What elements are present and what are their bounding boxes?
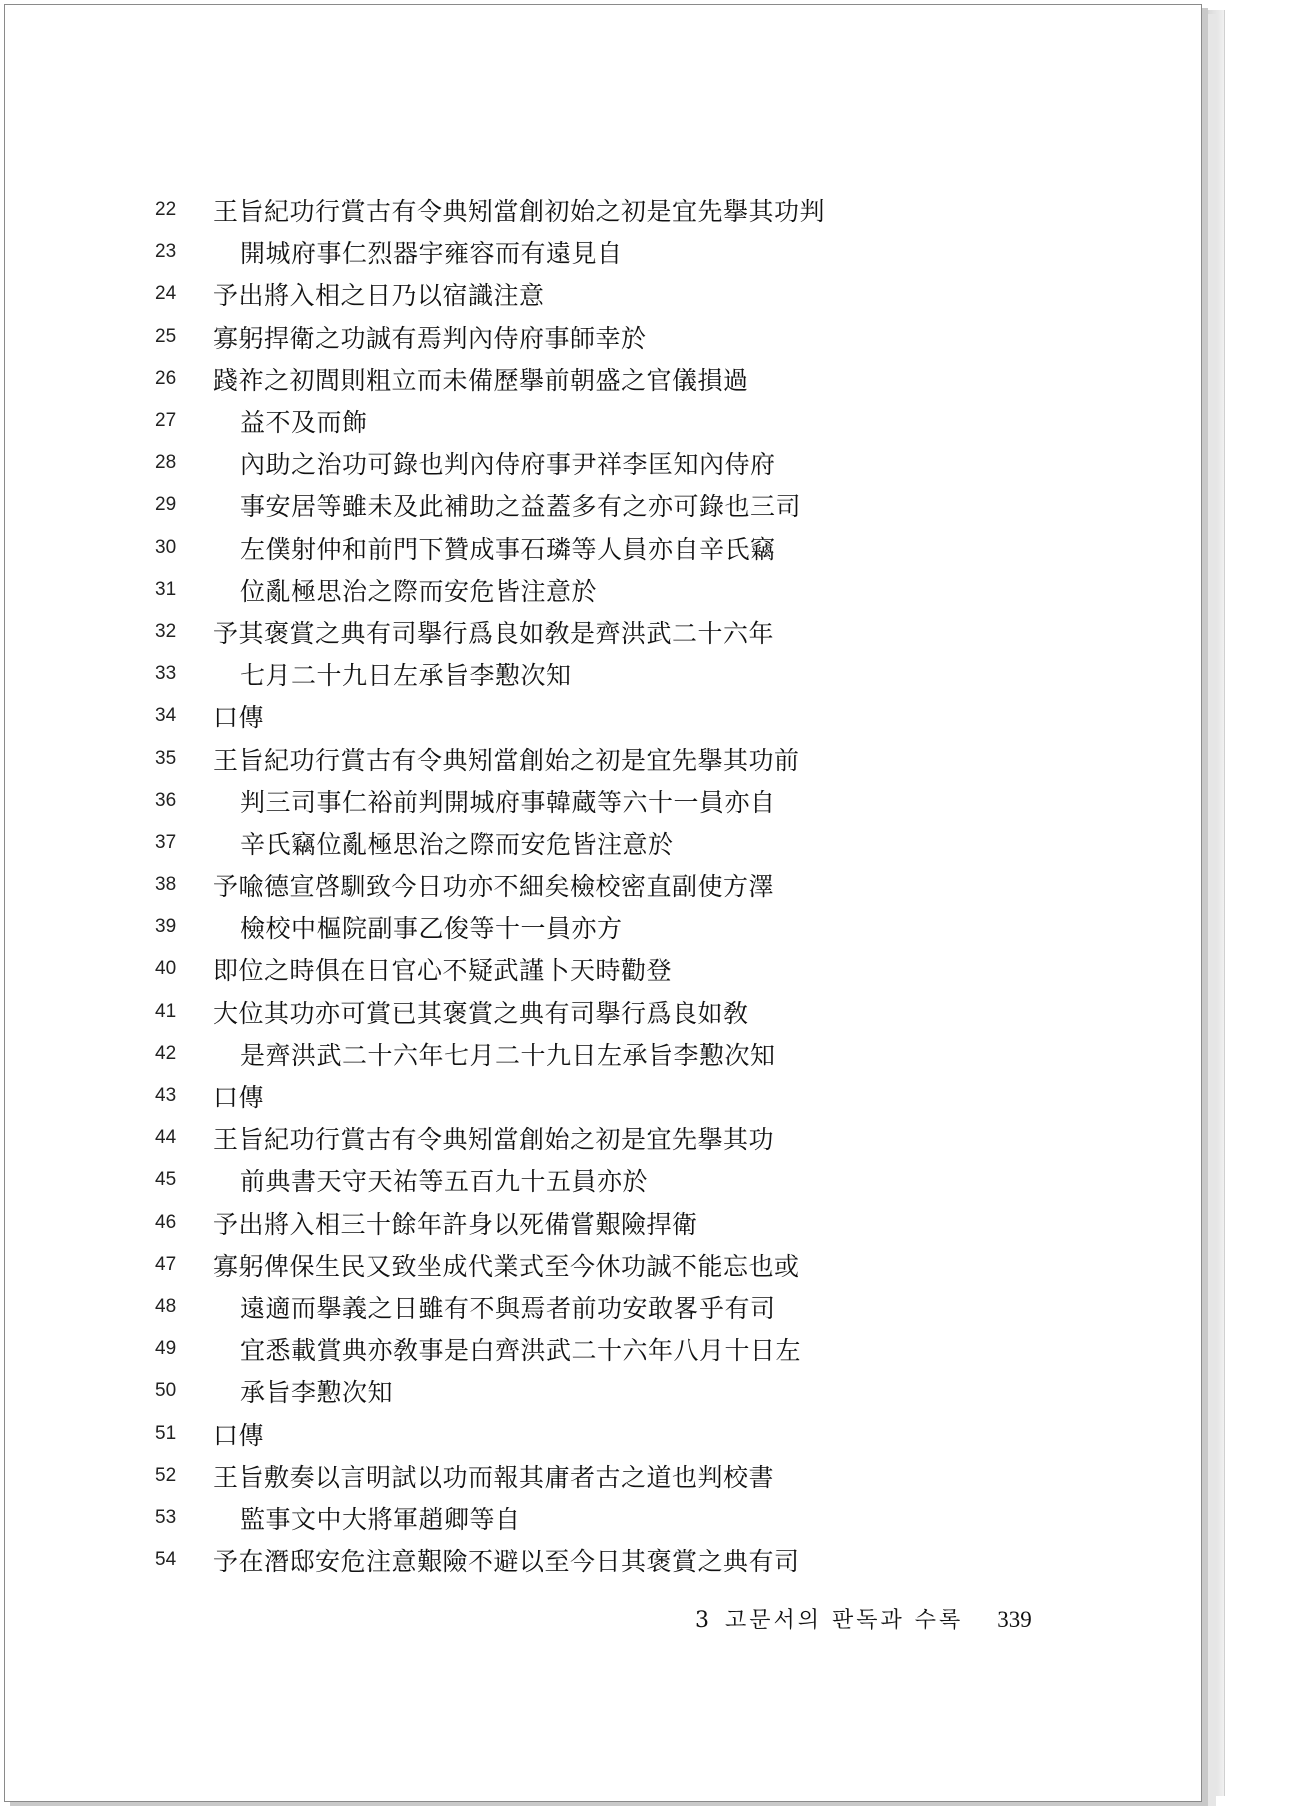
text-line xyxy=(155,695,1055,737)
chapter-number: 3 xyxy=(695,1608,709,1633)
line-number: 25 xyxy=(155,325,177,347)
line-number: 41 xyxy=(155,1000,177,1022)
line-number: 40 xyxy=(155,958,177,980)
line-number: 33 xyxy=(155,663,177,685)
text-line xyxy=(155,611,1055,653)
line-number: 27 xyxy=(155,410,177,432)
line-number: 54 xyxy=(155,1549,177,1571)
line-number: 49 xyxy=(155,1338,177,1360)
line-number: 46 xyxy=(155,1211,177,1233)
line-number: 23 xyxy=(155,241,177,263)
line-number: 50 xyxy=(155,1380,177,1402)
line-number: 34 xyxy=(155,705,177,727)
text-line xyxy=(155,316,1055,358)
line-number: 52 xyxy=(155,1464,177,1486)
text-line xyxy=(155,1286,1055,1328)
text-line xyxy=(155,231,1055,273)
line-text: 予在潛邸安危注意艱險不避以至今日其褒賞之典有司 xyxy=(213,1547,800,1577)
line-text: 口傳 xyxy=(213,1083,265,1113)
line-text: 辛氏竊位亂極思治之際而安危皆注意於 xyxy=(240,829,674,859)
line-number: 28 xyxy=(155,452,177,474)
line-number: 42 xyxy=(155,1042,177,1064)
line-number: 35 xyxy=(155,747,177,769)
text-line xyxy=(155,1117,1055,1159)
text-line xyxy=(155,653,1055,695)
line-text: 承旨李懃次知 xyxy=(240,1378,394,1408)
text-line xyxy=(155,948,1055,990)
line-text: 位亂極思治之際而安危皆注意於 xyxy=(240,576,598,606)
line-number: 36 xyxy=(155,789,177,811)
line-number: 26 xyxy=(155,367,177,389)
line-number: 43 xyxy=(155,1085,177,1107)
line-number: 22 xyxy=(155,199,177,221)
line-number: 48 xyxy=(155,1295,177,1317)
line-number: 44 xyxy=(155,1127,177,1149)
line-number: 39 xyxy=(155,916,177,938)
text-line xyxy=(155,864,1055,906)
text-line xyxy=(155,737,1055,779)
line-text: 判三司事仁裕前判開城府事韓蔵等六十一員亦自 xyxy=(240,787,776,817)
text-line xyxy=(155,1033,1055,1075)
line-text: 口傳 xyxy=(213,703,265,733)
text-line xyxy=(155,780,1055,822)
line-text: 王旨紀功行賞古有令典矧當創始之初是宜先擧其功前 xyxy=(213,745,800,775)
text-line xyxy=(155,1328,1055,1370)
text-line xyxy=(155,1455,1055,1497)
line-text: 予其褒賞之典有司擧行爲良如敎是齊洪武二十六年 xyxy=(213,618,775,648)
line-text: 事安居等雖未及此補助之益蓋多有之亦可錄也三司 xyxy=(240,492,802,522)
line-number: 38 xyxy=(155,874,177,896)
text-line xyxy=(155,1539,1055,1581)
text-line xyxy=(155,400,1055,442)
line-number: 24 xyxy=(155,283,177,305)
document-page xyxy=(4,4,1202,1802)
line-text: 寡躬俾保生民又致坐成代業式至今休功誠不能忘也或 xyxy=(213,1251,800,1281)
text-lines xyxy=(155,189,1055,1581)
line-text: 寡躬捍衛之功誠有焉判內侍府事師幸於 xyxy=(213,323,647,353)
page-edge xyxy=(1200,10,1225,1796)
text-line xyxy=(155,442,1055,484)
line-number: 51 xyxy=(155,1422,177,1444)
line-text: 是齊洪武二十六年七月二十九日左承旨李懃次知 xyxy=(240,1040,776,1070)
line-text: 予出將入相三十餘年許身以死備嘗艱險捍衛 xyxy=(213,1209,698,1239)
text-line xyxy=(155,569,1055,611)
text-line xyxy=(155,1159,1055,1201)
text-line xyxy=(155,991,1055,1033)
line-text: 王旨紀功行賞古有令典矧當創初始之初是宜先擧其功判 xyxy=(213,197,826,227)
line-text: 內助之治功可錄也判內侍府事尹祥李匡知內侍府 xyxy=(240,450,776,480)
line-number: 47 xyxy=(155,1253,177,1275)
line-text: 監事文中大將軍趙卿等自 xyxy=(240,1504,521,1534)
line-text: 檢校中樞院副事乙俊等十一員亦方 xyxy=(240,914,623,944)
line-text: 予喩德宣啓馴致今日功亦不細矣檢校密直副使方澤 xyxy=(213,872,775,902)
text-line xyxy=(155,273,1055,315)
line-number: 32 xyxy=(155,620,177,642)
line-text: 宜悉載賞典亦敎事是白齊洪武二十六年八月十日左 xyxy=(240,1336,802,1366)
text-line xyxy=(155,1412,1055,1454)
line-text: 王旨敷奏以言明試以功而報其庸者古之道也判校書 xyxy=(213,1462,775,1492)
line-text: 益不及而飾 xyxy=(240,408,368,438)
line-text: 王旨紀功行賞古有令典矧當創始之初是宜先擧其功 xyxy=(213,1125,775,1155)
line-text: 踐祚之初閭則粗立而未備歷擧前朝盛之官儀損過 xyxy=(213,365,749,395)
line-number: 53 xyxy=(155,1506,177,1528)
line-text: 予出將入相之日乃以宿識注意 xyxy=(213,281,545,311)
line-number: 45 xyxy=(155,1169,177,1191)
text-line xyxy=(155,1370,1055,1412)
text-line xyxy=(155,1202,1055,1244)
page-footer xyxy=(695,1603,1032,1634)
line-text: 前典書天守天祐等五百九十五員亦於 xyxy=(240,1167,649,1197)
line-text: 遠適而擧義之日雖有不與焉者前功安敢畧乎有司 xyxy=(240,1293,776,1323)
line-number: 29 xyxy=(155,494,177,516)
text-line xyxy=(155,1497,1055,1539)
line-text: 口傳 xyxy=(213,1420,265,1450)
text-line xyxy=(155,822,1055,864)
text-line xyxy=(155,527,1055,569)
page-number: 339 xyxy=(997,1607,1032,1632)
line-number: 30 xyxy=(155,536,177,558)
line-number: 31 xyxy=(155,578,177,600)
line-text: 開城府事仁烈器宇雍容而有遠見自 xyxy=(240,239,623,269)
line-text: 即位之時俱在日官心不疑武謹卜天時勸登 xyxy=(213,956,673,986)
line-number: 37 xyxy=(155,831,177,853)
text-line xyxy=(155,1244,1055,1286)
chapter-title: 고문서의 판독과 수록 xyxy=(725,1608,964,1633)
text-line xyxy=(155,1075,1055,1117)
line-text: 大位其功亦可賞已其褒賞之典有司擧行爲良如敎 xyxy=(213,998,749,1028)
text-line xyxy=(155,189,1055,231)
text-line xyxy=(155,906,1055,948)
line-text: 左僕射仲和前門下贊成事石璘等人員亦自辛氏竊 xyxy=(240,534,776,564)
text-line xyxy=(155,484,1055,526)
text-line xyxy=(155,358,1055,400)
line-text: 七月二十九日左承旨李懃次知 xyxy=(240,661,572,691)
